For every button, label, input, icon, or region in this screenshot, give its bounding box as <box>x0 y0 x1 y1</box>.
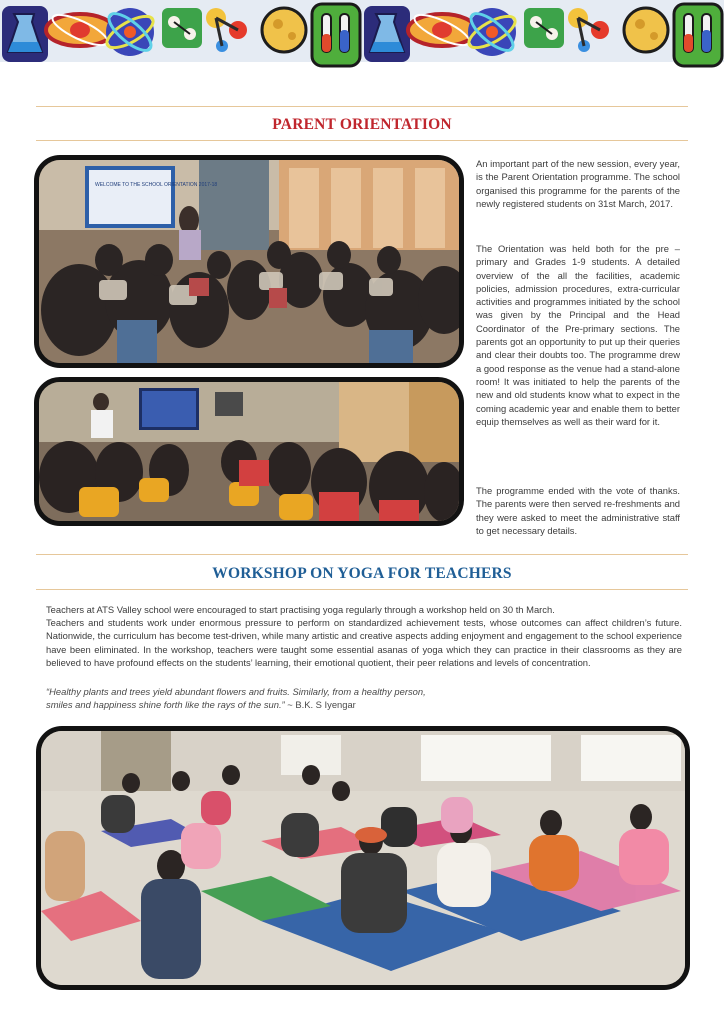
quote-separator: ~ <box>284 699 296 711</box>
science-banner <box>0 0 724 74</box>
orientation-photo-1-image <box>39 160 459 363</box>
parent-orientation-title: PARENT ORIENTATION <box>272 116 452 133</box>
yoga-workshop-photo-image <box>41 731 685 985</box>
planet-icon <box>262 8 306 52</box>
science-banner-graphic <box>0 0 724 74</box>
yoga-paragraph-1: Teachers at ATS Valley school were encouraged to start practising yoga regularly through a workshop held on 30 th March. <box>46 604 555 615</box>
quote-author: B.K. S Iyengar <box>295 699 356 711</box>
slide-title: WELCOME TO THE SCHOOL ORIENTATION 2017-18 <box>95 182 218 188</box>
orientation-photo-1 <box>34 155 464 368</box>
section-bottom-rule <box>36 589 688 590</box>
quote-line-2: smiles and happiness shine forth like the rays of the sun.” <box>46 699 285 711</box>
orientation-photo-2-image <box>39 382 459 521</box>
yoga-quote <box>46 685 682 712</box>
yoga-paragraph-2: Teachers and students work under enormous pressure to perform on standardized achievement tests, whose outcomes can affect children’s future. Nationwide, the curriculum has become test-driven, while many artistic and creative aspects adding enjoyment and engagement to the school experience have been eliminated. In the workshop, teachers were taught some essential asanas of yoga which they can practice in their classrooms as they are believed to have profound effects on the students’ learning, their emotional quotient, their peer relations and levels of concentration. <box>46 617 682 668</box>
orientation-paragraph-2: The Orientation was held both for the pre – primary and Grades 1-9 students. A detailed overview of the all the facilities, academic policies, admission procedures, extra-curricular activities and programmes initiated by the school was given by the Principal and the Head Coordinator of the Pre-primary sections. The parents got an opportunity to put up their queries and clear their doubts too. The programme drew a good response as the venue had a stand-alone room! It was initiated to help the parents of the new and old students know what to expect in the coming academic year and enable them to better equip themselves as well as their ward for it. <box>476 243 680 427</box>
orientation-photo-2 <box>34 377 464 526</box>
yoga-workshop-photo <box>36 726 690 990</box>
section-bottom-rule <box>36 140 688 141</box>
orientation-paragraph-3: The programme ended with the vote of thanks. The parents were then served re-freshments and they were asked to meet the administrative staff to get necessary details. <box>476 485 680 536</box>
quote-line-1: “Healthy plants and trees yield abundant flowers and fruits. Similarly, from a healthy person, <box>46 686 426 697</box>
yoga-workshop-title: WORKSHOP ON YOGA FOR TEACHERS <box>212 565 512 582</box>
test-tube-icon <box>312 4 360 66</box>
section-top-rule <box>36 554 688 555</box>
orientation-paragraph-1: An important part of the new session, every year, is the Parent Orientation programme. The school organised this programme for the parents of the newly registered students on 31st March, 2017. <box>476 158 680 209</box>
flask-icon <box>2 6 48 62</box>
projector-screen <box>139 388 199 430</box>
section-top-rule <box>36 106 688 107</box>
